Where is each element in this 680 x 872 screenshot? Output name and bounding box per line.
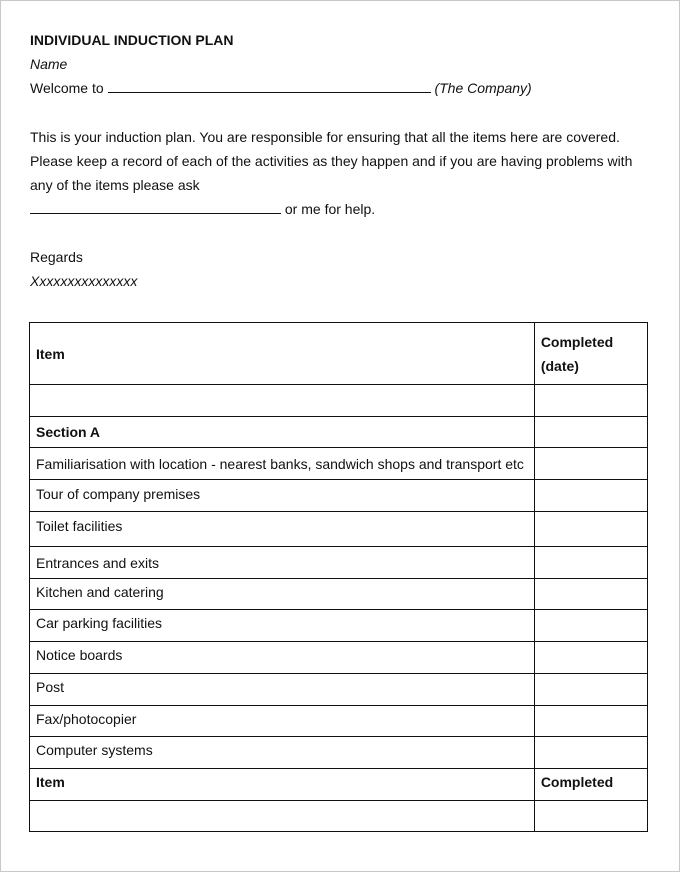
table-header-row: [30, 323, 648, 385]
table-footer-header-row: [30, 769, 648, 801]
header-completed-line1: Completed: [540, 334, 614, 350]
item-cell: Car parking facilities: [30, 610, 535, 642]
item-cell[interactable]: [30, 385, 535, 417]
footer-header-item: Item: [30, 769, 535, 801]
date-cell[interactable]: [534, 801, 647, 832]
name-label: Name: [30, 56, 68, 72]
date-cell[interactable]: [534, 579, 647, 610]
paragraph-line-3: any of the items please ask: [30, 177, 200, 193]
item-cell: Entrances and exits: [30, 547, 535, 579]
item-cell: Familiarisation with location - nearest banks, sandwich shops and transport etc: [30, 448, 535, 480]
item-cell: Toilet facilities: [30, 512, 535, 547]
footer-header-completed: Completed: [534, 769, 647, 801]
paragraph-line-2: Please keep a record of each of the activities as they happen and if you are having problems with: [30, 153, 633, 169]
paragraph-line-1: This is your induction plan. You are responsible for ensuring that all the items here are covered.: [30, 129, 620, 145]
item-cell: Computer systems: [30, 737, 535, 769]
date-cell[interactable]: [534, 448, 647, 480]
welcome-prefix: Welcome to: [30, 80, 104, 96]
item-cell: Tour of company premises: [30, 480, 535, 512]
document-title: INDIVIDUAL INDUCTION PLAN: [30, 32, 234, 48]
table-row: [30, 674, 648, 706]
table-row: [30, 642, 648, 674]
table-row: [30, 512, 648, 547]
signature: Xxxxxxxxxxxxxxx: [30, 273, 138, 289]
table-row: [30, 737, 648, 769]
header-completed-line2: (date): [540, 358, 579, 374]
date-cell[interactable]: [534, 610, 647, 642]
induction-table: [29, 322, 648, 832]
date-cell[interactable]: [534, 674, 647, 706]
table-row-empty: [30, 385, 648, 417]
date-cell[interactable]: [534, 512, 647, 547]
help-suffix: or me for help.: [284, 201, 376, 217]
item-cell: Fax/photocopier: [30, 706, 535, 737]
table-row: [30, 448, 648, 480]
table-row: [30, 610, 648, 642]
welcome-line: [30, 79, 532, 97]
section-a-row: [30, 417, 648, 448]
date-cell[interactable]: [534, 642, 647, 674]
welcome-suffix: (The Company): [434, 80, 532, 96]
item-cell[interactable]: [30, 801, 535, 832]
regards: Regards: [30, 249, 83, 265]
table-row-empty: [30, 801, 648, 832]
date-cell[interactable]: [534, 706, 647, 737]
contact-name-blank[interactable]: [30, 201, 281, 214]
section-a-label: Section A: [30, 417, 535, 448]
table-row: [30, 579, 648, 610]
header-completed: [534, 323, 647, 385]
date-cell[interactable]: [534, 547, 647, 579]
date-cell[interactable]: [534, 737, 647, 769]
item-cell: Kitchen and catering: [30, 579, 535, 610]
table-row: [30, 547, 648, 579]
date-cell[interactable]: [534, 417, 647, 448]
header-item: Item: [30, 323, 535, 385]
table-row: [30, 706, 648, 737]
item-cell: Notice boards: [30, 642, 535, 674]
date-cell[interactable]: [534, 480, 647, 512]
paragraph-line-4: [30, 200, 375, 218]
company-name-blank[interactable]: [108, 80, 431, 93]
table-row: [30, 480, 648, 512]
date-cell[interactable]: [534, 385, 647, 417]
item-cell: Post: [30, 674, 535, 706]
